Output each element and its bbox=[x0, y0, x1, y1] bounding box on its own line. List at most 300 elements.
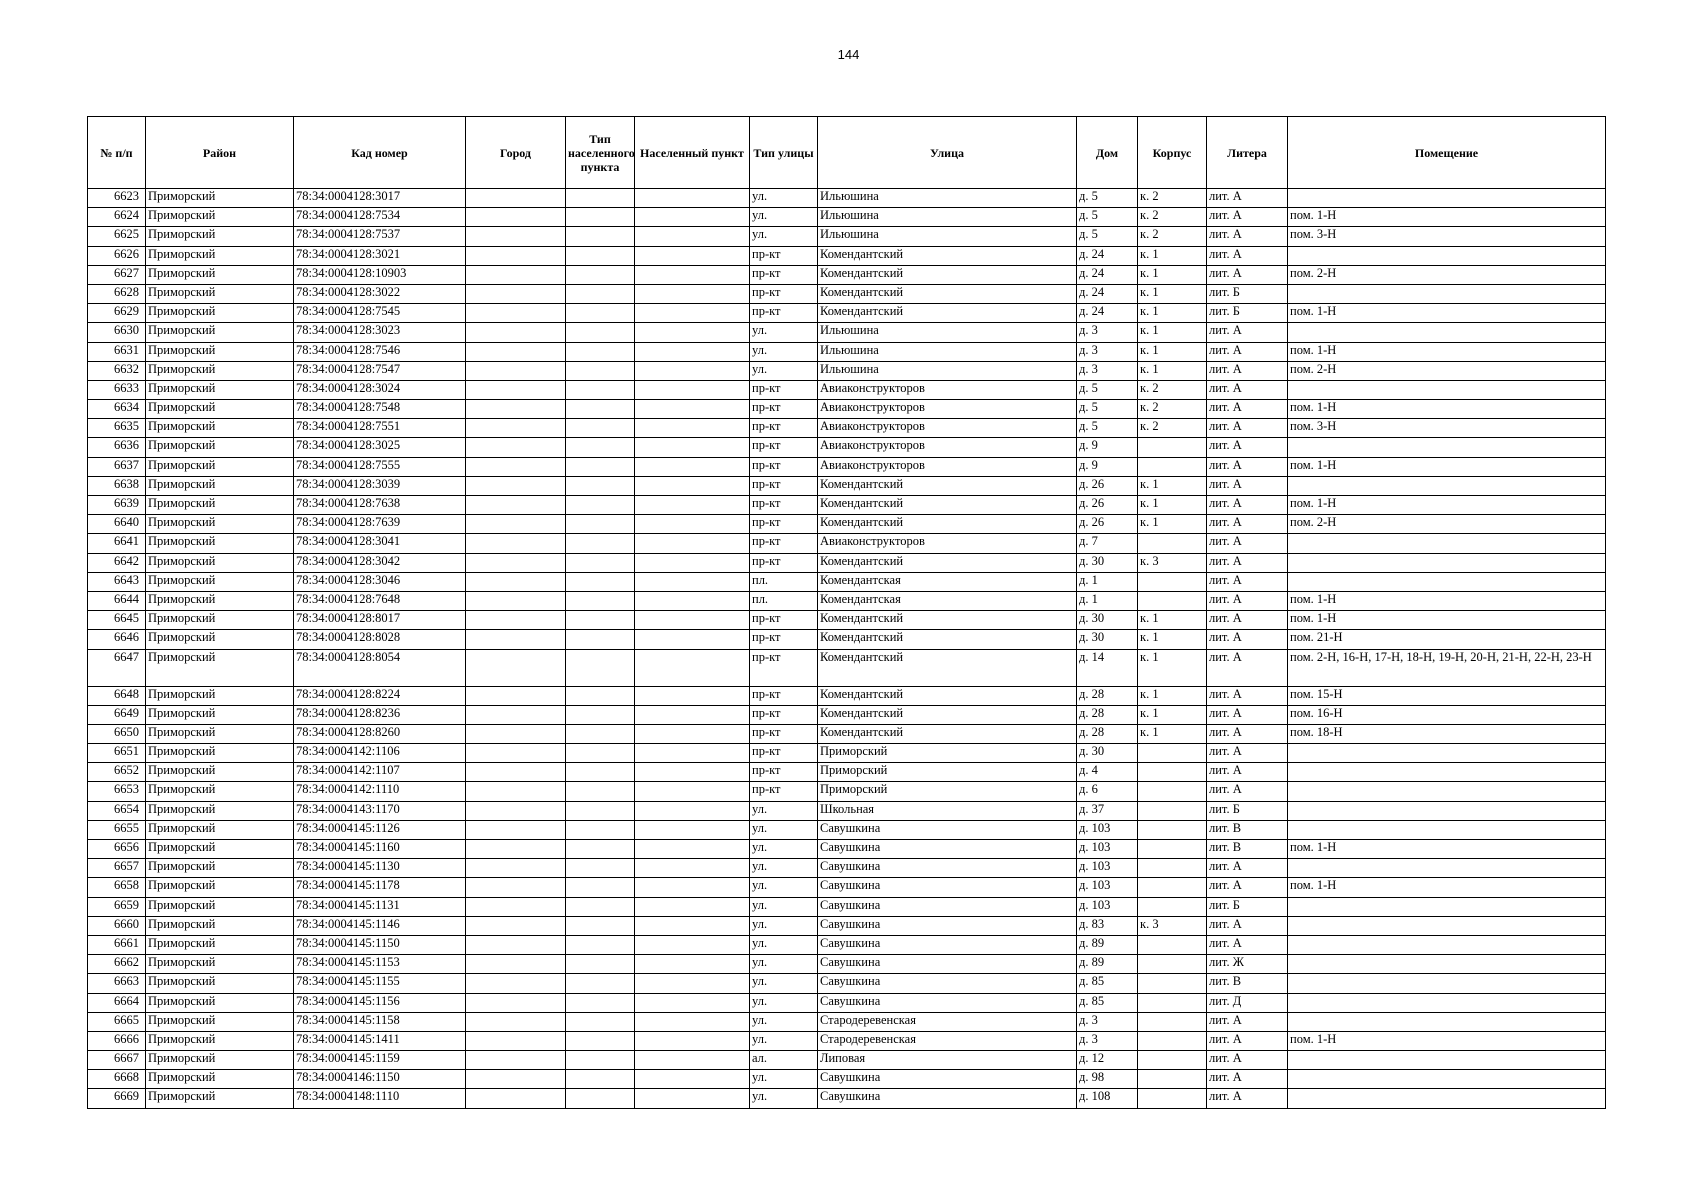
cell-street-type: пр-кт bbox=[750, 744, 818, 763]
cell-city bbox=[466, 400, 566, 419]
cell-street-type: пр-кт bbox=[750, 246, 818, 265]
table-row bbox=[88, 744, 1606, 763]
cell-settlement bbox=[635, 724, 750, 743]
cell-premises: пом. 1-Н bbox=[1288, 400, 1606, 419]
cell-cadastral: 78:34:0004128:8017 bbox=[294, 611, 466, 630]
cell-settlement-type bbox=[566, 724, 635, 743]
cell-street-type: пр-кт bbox=[750, 265, 818, 284]
cell-street-type: ул. bbox=[750, 974, 818, 993]
cell-settlement bbox=[635, 323, 750, 342]
cell-building bbox=[1138, 591, 1207, 610]
cell-house: д. 7 bbox=[1077, 534, 1138, 553]
cell-cadastral: 78:34:0004128:7534 bbox=[294, 208, 466, 227]
cell-street-type: пр-кт bbox=[750, 476, 818, 495]
cell-letter: лит. А bbox=[1207, 361, 1288, 380]
cell-settlement bbox=[635, 993, 750, 1012]
cell-letter: лит. А bbox=[1207, 496, 1288, 515]
cell-house: д. 5 bbox=[1077, 400, 1138, 419]
cell-building: к. 1 bbox=[1138, 496, 1207, 515]
cell-premises: пом. 1-Н bbox=[1288, 304, 1606, 323]
cell-city bbox=[466, 515, 566, 534]
table-row bbox=[88, 323, 1606, 342]
cell-settlement-type bbox=[566, 1089, 635, 1108]
cell-cadastral: 78:34:0004128:3046 bbox=[294, 572, 466, 591]
cell-letter: лит. А bbox=[1207, 724, 1288, 743]
cell-settlement-type bbox=[566, 496, 635, 515]
cell-settlement-type bbox=[566, 859, 635, 878]
cell-premises bbox=[1288, 380, 1606, 399]
table-row bbox=[88, 763, 1606, 782]
cell-cadastral: 78:34:0004148:1110 bbox=[294, 1089, 466, 1108]
cell-street: Комендантский bbox=[818, 265, 1077, 284]
cell-city bbox=[466, 801, 566, 820]
cell-cadastral: 78:34:0004128:3023 bbox=[294, 323, 466, 342]
cell-street-type: ул. bbox=[750, 955, 818, 974]
cell-district: Приморский bbox=[146, 591, 294, 610]
cell-number: 6652 bbox=[88, 763, 146, 782]
cell-letter: лит. А bbox=[1207, 419, 1288, 438]
table-row bbox=[88, 438, 1606, 457]
cell-building: к. 3 bbox=[1138, 916, 1207, 935]
cell-district: Приморский bbox=[146, 649, 294, 686]
cell-house: д. 28 bbox=[1077, 686, 1138, 705]
cell-district: Приморский bbox=[146, 496, 294, 515]
cell-letter: лит. А bbox=[1207, 1051, 1288, 1070]
cell-street-type: пр-кт bbox=[750, 534, 818, 553]
cell-settlement bbox=[635, 1051, 750, 1070]
table-row bbox=[88, 553, 1606, 572]
cell-street: Ильюшина bbox=[818, 227, 1077, 246]
cell-district: Приморский bbox=[146, 515, 294, 534]
cell-premises bbox=[1288, 744, 1606, 763]
cell-street: Ильюшина bbox=[818, 342, 1077, 361]
cell-letter: лит. А bbox=[1207, 630, 1288, 649]
table-row bbox=[88, 457, 1606, 476]
cell-building bbox=[1138, 801, 1207, 820]
cell-letter: лит. А bbox=[1207, 208, 1288, 227]
cell-letter: лит. А bbox=[1207, 323, 1288, 342]
cell-street-type: ул. bbox=[750, 897, 818, 916]
cell-street: Савушкина bbox=[818, 974, 1077, 993]
cell-premises bbox=[1288, 1051, 1606, 1070]
cell-number: 6630 bbox=[88, 323, 146, 342]
table-row bbox=[88, 993, 1606, 1012]
cell-cadastral: 78:34:0004128:7648 bbox=[294, 591, 466, 610]
cell-premises: пом. 2-Н bbox=[1288, 265, 1606, 284]
cell-district: Приморский bbox=[146, 265, 294, 284]
cell-street: Комендантский bbox=[818, 246, 1077, 265]
cell-settlement bbox=[635, 380, 750, 399]
cell-street: Ильюшина bbox=[818, 323, 1077, 342]
cell-cadastral: 78:34:0004128:8260 bbox=[294, 724, 466, 743]
cell-number: 6645 bbox=[88, 611, 146, 630]
cell-house: д. 5 bbox=[1077, 419, 1138, 438]
cell-settlement-type bbox=[566, 1012, 635, 1031]
cell-settlement-type bbox=[566, 1031, 635, 1050]
cell-district: Приморский bbox=[146, 342, 294, 361]
cell-letter: лит. В bbox=[1207, 974, 1288, 993]
cell-premises bbox=[1288, 246, 1606, 265]
cell-settlement-type bbox=[566, 534, 635, 553]
cell-number: 6626 bbox=[88, 246, 146, 265]
table-row bbox=[88, 246, 1606, 265]
cell-district: Приморский bbox=[146, 189, 294, 208]
cell-street-type: ул. bbox=[750, 208, 818, 227]
cell-premises bbox=[1288, 993, 1606, 1012]
cell-district: Приморский bbox=[146, 457, 294, 476]
cell-street-type: пр-кт bbox=[750, 686, 818, 705]
table-row bbox=[88, 496, 1606, 515]
cell-city bbox=[466, 1070, 566, 1089]
cell-settlement bbox=[635, 859, 750, 878]
cell-cadastral: 78:34:0004142:1110 bbox=[294, 782, 466, 801]
cell-settlement bbox=[635, 342, 750, 361]
cell-street: Комендантский bbox=[818, 284, 1077, 303]
cell-number: 6667 bbox=[88, 1051, 146, 1070]
cell-street: Липовая bbox=[818, 1051, 1077, 1070]
cell-settlement bbox=[635, 284, 750, 303]
cell-building bbox=[1138, 935, 1207, 954]
cell-premises: пом. 2-Н bbox=[1288, 515, 1606, 534]
cell-building bbox=[1138, 782, 1207, 801]
cell-settlement bbox=[635, 630, 750, 649]
cell-street-type: пр-кт bbox=[750, 553, 818, 572]
cell-street-type: ул. bbox=[750, 859, 818, 878]
cell-building bbox=[1138, 438, 1207, 457]
cell-city bbox=[466, 993, 566, 1012]
cell-street-type: пр-кт bbox=[750, 705, 818, 724]
cell-house: д. 103 bbox=[1077, 859, 1138, 878]
cell-settlement bbox=[635, 801, 750, 820]
cell-street: Комендантский bbox=[818, 705, 1077, 724]
cell-city bbox=[466, 1089, 566, 1108]
cell-district: Приморский bbox=[146, 1070, 294, 1089]
cell-number: 6642 bbox=[88, 553, 146, 572]
cell-cadastral: 78:34:0004128:3021 bbox=[294, 246, 466, 265]
cell-house: д. 3 bbox=[1077, 1031, 1138, 1050]
cell-city bbox=[466, 1012, 566, 1031]
cell-premises: пом. 2-Н bbox=[1288, 361, 1606, 380]
cell-city bbox=[466, 496, 566, 515]
cell-number: 6658 bbox=[88, 878, 146, 897]
cell-building: к. 1 bbox=[1138, 361, 1207, 380]
cell-city bbox=[466, 208, 566, 227]
cell-district: Приморский bbox=[146, 686, 294, 705]
cell-cadastral: 78:34:0004145:1411 bbox=[294, 1031, 466, 1050]
cell-building: к. 1 bbox=[1138, 649, 1207, 686]
cell-house: д. 4 bbox=[1077, 763, 1138, 782]
cell-settlement-type bbox=[566, 323, 635, 342]
cell-cadastral: 78:34:0004128:3025 bbox=[294, 438, 466, 457]
cell-settlement bbox=[635, 649, 750, 686]
cell-settlement bbox=[635, 611, 750, 630]
cell-street: Школьная bbox=[818, 801, 1077, 820]
table-row bbox=[88, 572, 1606, 591]
cell-cadastral: 78:34:0004143:1170 bbox=[294, 801, 466, 820]
cell-cadastral: 78:34:0004128:3041 bbox=[294, 534, 466, 553]
cell-district: Приморский bbox=[146, 916, 294, 935]
cell-street: Савушкина bbox=[818, 859, 1077, 878]
cell-street-type: ул. bbox=[750, 323, 818, 342]
cell-settlement bbox=[635, 1012, 750, 1031]
cell-premises bbox=[1288, 572, 1606, 591]
cell-settlement bbox=[635, 227, 750, 246]
table-row bbox=[88, 782, 1606, 801]
cell-city bbox=[466, 611, 566, 630]
table-row bbox=[88, 859, 1606, 878]
cell-cadastral: 78:34:0004145:1131 bbox=[294, 897, 466, 916]
cell-street: Стародеревенская bbox=[818, 1031, 1077, 1050]
cell-building: к. 2 bbox=[1138, 189, 1207, 208]
table-row bbox=[88, 878, 1606, 897]
cell-house: д. 30 bbox=[1077, 744, 1138, 763]
cell-building bbox=[1138, 1089, 1207, 1108]
cell-settlement-type bbox=[566, 974, 635, 993]
cell-number: 6668 bbox=[88, 1070, 146, 1089]
cell-number: 6637 bbox=[88, 457, 146, 476]
cell-street: Приморский bbox=[818, 763, 1077, 782]
cell-premises bbox=[1288, 897, 1606, 916]
cell-letter: лит. А bbox=[1207, 705, 1288, 724]
cell-number: 6636 bbox=[88, 438, 146, 457]
col-header-settlement-type: Тип населенного пункта bbox=[566, 117, 635, 189]
cell-cadastral: 78:34:0004128:7638 bbox=[294, 496, 466, 515]
cell-cadastral: 78:34:0004128:3042 bbox=[294, 553, 466, 572]
cell-street: Комендантский bbox=[818, 724, 1077, 743]
cell-district: Приморский bbox=[146, 400, 294, 419]
cell-street-type: пр-кт bbox=[750, 611, 818, 630]
cell-settlement bbox=[635, 897, 750, 916]
col-header-letter: Литера bbox=[1207, 117, 1288, 189]
cell-building bbox=[1138, 897, 1207, 916]
cell-street-type: ул. bbox=[750, 840, 818, 859]
cell-house: д. 24 bbox=[1077, 304, 1138, 323]
table-row bbox=[88, 649, 1606, 686]
cell-cadastral: 78:34:0004128:3039 bbox=[294, 476, 466, 495]
cell-house: д. 83 bbox=[1077, 916, 1138, 935]
cell-settlement bbox=[635, 935, 750, 954]
cell-building: к. 2 bbox=[1138, 227, 1207, 246]
cell-street: Савушкина bbox=[818, 1089, 1077, 1108]
cell-number: 6628 bbox=[88, 284, 146, 303]
table-row bbox=[88, 1031, 1606, 1050]
cell-settlement bbox=[635, 744, 750, 763]
cell-city bbox=[466, 284, 566, 303]
cell-building: к. 3 bbox=[1138, 553, 1207, 572]
cell-number: 6623 bbox=[88, 189, 146, 208]
cell-number: 6650 bbox=[88, 724, 146, 743]
cell-house: д. 30 bbox=[1077, 611, 1138, 630]
cell-house: д. 3 bbox=[1077, 361, 1138, 380]
table-row bbox=[88, 935, 1606, 954]
cell-letter: лит. А bbox=[1207, 1089, 1288, 1108]
cell-city bbox=[466, 705, 566, 724]
cell-cadastral: 78:34:0004146:1150 bbox=[294, 1070, 466, 1089]
cell-premises bbox=[1288, 323, 1606, 342]
cell-letter: лит. А bbox=[1207, 534, 1288, 553]
cell-number: 6641 bbox=[88, 534, 146, 553]
cell-district: Приморский bbox=[146, 1051, 294, 1070]
cell-street: Авиаконструкторов bbox=[818, 380, 1077, 399]
table-row bbox=[88, 189, 1606, 208]
cell-letter: лит. А bbox=[1207, 189, 1288, 208]
cell-settlement bbox=[635, 265, 750, 284]
cell-settlement bbox=[635, 361, 750, 380]
cell-district: Приморский bbox=[146, 476, 294, 495]
cell-cadastral: 78:34:0004145:1146 bbox=[294, 916, 466, 935]
cell-premises bbox=[1288, 438, 1606, 457]
cell-cadastral: 78:34:0004128:7639 bbox=[294, 515, 466, 534]
cell-letter: лит. А bbox=[1207, 457, 1288, 476]
cell-street: Комендантский bbox=[818, 553, 1077, 572]
table-row bbox=[88, 591, 1606, 610]
cell-street: Стародеревенская bbox=[818, 1012, 1077, 1031]
cell-number: 6663 bbox=[88, 974, 146, 993]
cell-building bbox=[1138, 572, 1207, 591]
cell-house: д. 3 bbox=[1077, 1012, 1138, 1031]
cell-premises: пом. 1-Н bbox=[1288, 208, 1606, 227]
cell-building bbox=[1138, 457, 1207, 476]
cell-street: Комендантский bbox=[818, 496, 1077, 515]
cell-cadastral: 78:34:0004128:8054 bbox=[294, 649, 466, 686]
cell-letter: лит. А bbox=[1207, 649, 1288, 686]
cell-building: к. 1 bbox=[1138, 724, 1207, 743]
cell-letter: лит. А bbox=[1207, 515, 1288, 534]
cell-district: Приморский bbox=[146, 744, 294, 763]
cell-street-type: пр-кт bbox=[750, 438, 818, 457]
cell-cadastral: 78:34:0004142:1106 bbox=[294, 744, 466, 763]
table-row bbox=[88, 1070, 1606, 1089]
cell-house: д. 103 bbox=[1077, 840, 1138, 859]
cell-letter: лит. А bbox=[1207, 878, 1288, 897]
cell-letter: лит. А bbox=[1207, 227, 1288, 246]
cell-house: д. 1 bbox=[1077, 591, 1138, 610]
cell-district: Приморский bbox=[146, 611, 294, 630]
cell-city bbox=[466, 553, 566, 572]
cell-street-type: пр-кт bbox=[750, 496, 818, 515]
cell-house: д. 24 bbox=[1077, 265, 1138, 284]
table-body bbox=[88, 189, 1606, 1109]
cell-district: Приморский bbox=[146, 801, 294, 820]
cell-settlement bbox=[635, 974, 750, 993]
cell-settlement bbox=[635, 1089, 750, 1108]
cell-street-type: пр-кт bbox=[750, 457, 818, 476]
cell-settlement bbox=[635, 686, 750, 705]
cell-settlement-type bbox=[566, 705, 635, 724]
cell-street: Авиаконструкторов bbox=[818, 534, 1077, 553]
cell-building: к. 1 bbox=[1138, 284, 1207, 303]
cell-street: Авиаконструкторов bbox=[818, 400, 1077, 419]
cell-settlement bbox=[635, 534, 750, 553]
col-header-house: Дом bbox=[1077, 117, 1138, 189]
cell-building: к. 1 bbox=[1138, 476, 1207, 495]
cell-settlement-type bbox=[566, 935, 635, 954]
cell-building: к. 1 bbox=[1138, 686, 1207, 705]
table-row bbox=[88, 361, 1606, 380]
cell-number: 6627 bbox=[88, 265, 146, 284]
cell-cadastral: 78:34:0004145:1150 bbox=[294, 935, 466, 954]
cell-letter: лит. Б bbox=[1207, 801, 1288, 820]
cell-city bbox=[466, 897, 566, 916]
cell-premises: пом. 18-Н bbox=[1288, 724, 1606, 743]
cell-building: к. 2 bbox=[1138, 419, 1207, 438]
col-header-street-type: Тип улицы bbox=[750, 117, 818, 189]
cell-house: д. 6 bbox=[1077, 782, 1138, 801]
cell-district: Приморский bbox=[146, 878, 294, 897]
cell-letter: лит. А bbox=[1207, 935, 1288, 954]
cell-district: Приморский bbox=[146, 840, 294, 859]
cell-city bbox=[466, 649, 566, 686]
cell-settlement-type bbox=[566, 916, 635, 935]
cell-street: Савушкина bbox=[818, 935, 1077, 954]
cell-premises bbox=[1288, 801, 1606, 820]
cell-building bbox=[1138, 1031, 1207, 1050]
cell-letter: лит. А bbox=[1207, 438, 1288, 457]
table-row bbox=[88, 400, 1606, 419]
cell-street-type: ул. bbox=[750, 342, 818, 361]
table-row bbox=[88, 801, 1606, 820]
cell-cadastral: 78:34:0004145:1160 bbox=[294, 840, 466, 859]
cell-district: Приморский bbox=[146, 246, 294, 265]
cell-house: д. 85 bbox=[1077, 993, 1138, 1012]
cell-number: 6640 bbox=[88, 515, 146, 534]
cell-letter: лит. А bbox=[1207, 380, 1288, 399]
cell-building bbox=[1138, 993, 1207, 1012]
cell-settlement bbox=[635, 457, 750, 476]
cell-settlement bbox=[635, 515, 750, 534]
cell-city bbox=[466, 476, 566, 495]
cell-street: Комендантский bbox=[818, 304, 1077, 323]
cell-number: 6660 bbox=[88, 916, 146, 935]
cell-premises bbox=[1288, 763, 1606, 782]
cell-settlement bbox=[635, 208, 750, 227]
cell-number: 6648 bbox=[88, 686, 146, 705]
cell-premises: пом. 3-Н bbox=[1288, 227, 1606, 246]
cell-settlement-type bbox=[566, 572, 635, 591]
cell-street-type: пр-кт bbox=[750, 782, 818, 801]
cell-premises bbox=[1288, 974, 1606, 993]
cell-house: д. 9 bbox=[1077, 438, 1138, 457]
cell-cadastral: 78:34:0004128:8236 bbox=[294, 705, 466, 724]
cell-premises: пом. 2-Н, 16-Н, 17-Н, 18-Н, 19-Н, 20-Н, 21-Н, 22-Н, 23-Н bbox=[1288, 649, 1606, 686]
cell-letter: лит. Ж bbox=[1207, 955, 1288, 974]
cell-building: к. 1 bbox=[1138, 630, 1207, 649]
cell-street-type: ул. bbox=[750, 227, 818, 246]
cell-street-type: ул. bbox=[750, 935, 818, 954]
cell-premises: пом. 1-Н bbox=[1288, 342, 1606, 361]
cell-building bbox=[1138, 1070, 1207, 1089]
cell-cadastral: 78:34:0004128:8028 bbox=[294, 630, 466, 649]
cell-house: д. 24 bbox=[1077, 284, 1138, 303]
cell-letter: лит. А bbox=[1207, 763, 1288, 782]
cell-street-type: ул. bbox=[750, 1012, 818, 1031]
cell-cadastral: 78:34:0004145:1126 bbox=[294, 820, 466, 839]
table-row bbox=[88, 630, 1606, 649]
cell-number: 6651 bbox=[88, 744, 146, 763]
cell-cadastral: 78:34:0004128:7551 bbox=[294, 419, 466, 438]
table-row bbox=[88, 840, 1606, 859]
cell-settlement bbox=[635, 955, 750, 974]
cell-street-type: пл. bbox=[750, 591, 818, 610]
cell-building bbox=[1138, 820, 1207, 839]
table-row bbox=[88, 974, 1606, 993]
cell-settlement bbox=[635, 246, 750, 265]
cell-building: к. 2 bbox=[1138, 400, 1207, 419]
cell-number: 6644 bbox=[88, 591, 146, 610]
cell-number: 6634 bbox=[88, 400, 146, 419]
cell-building: к. 1 bbox=[1138, 304, 1207, 323]
table-row bbox=[88, 897, 1606, 916]
